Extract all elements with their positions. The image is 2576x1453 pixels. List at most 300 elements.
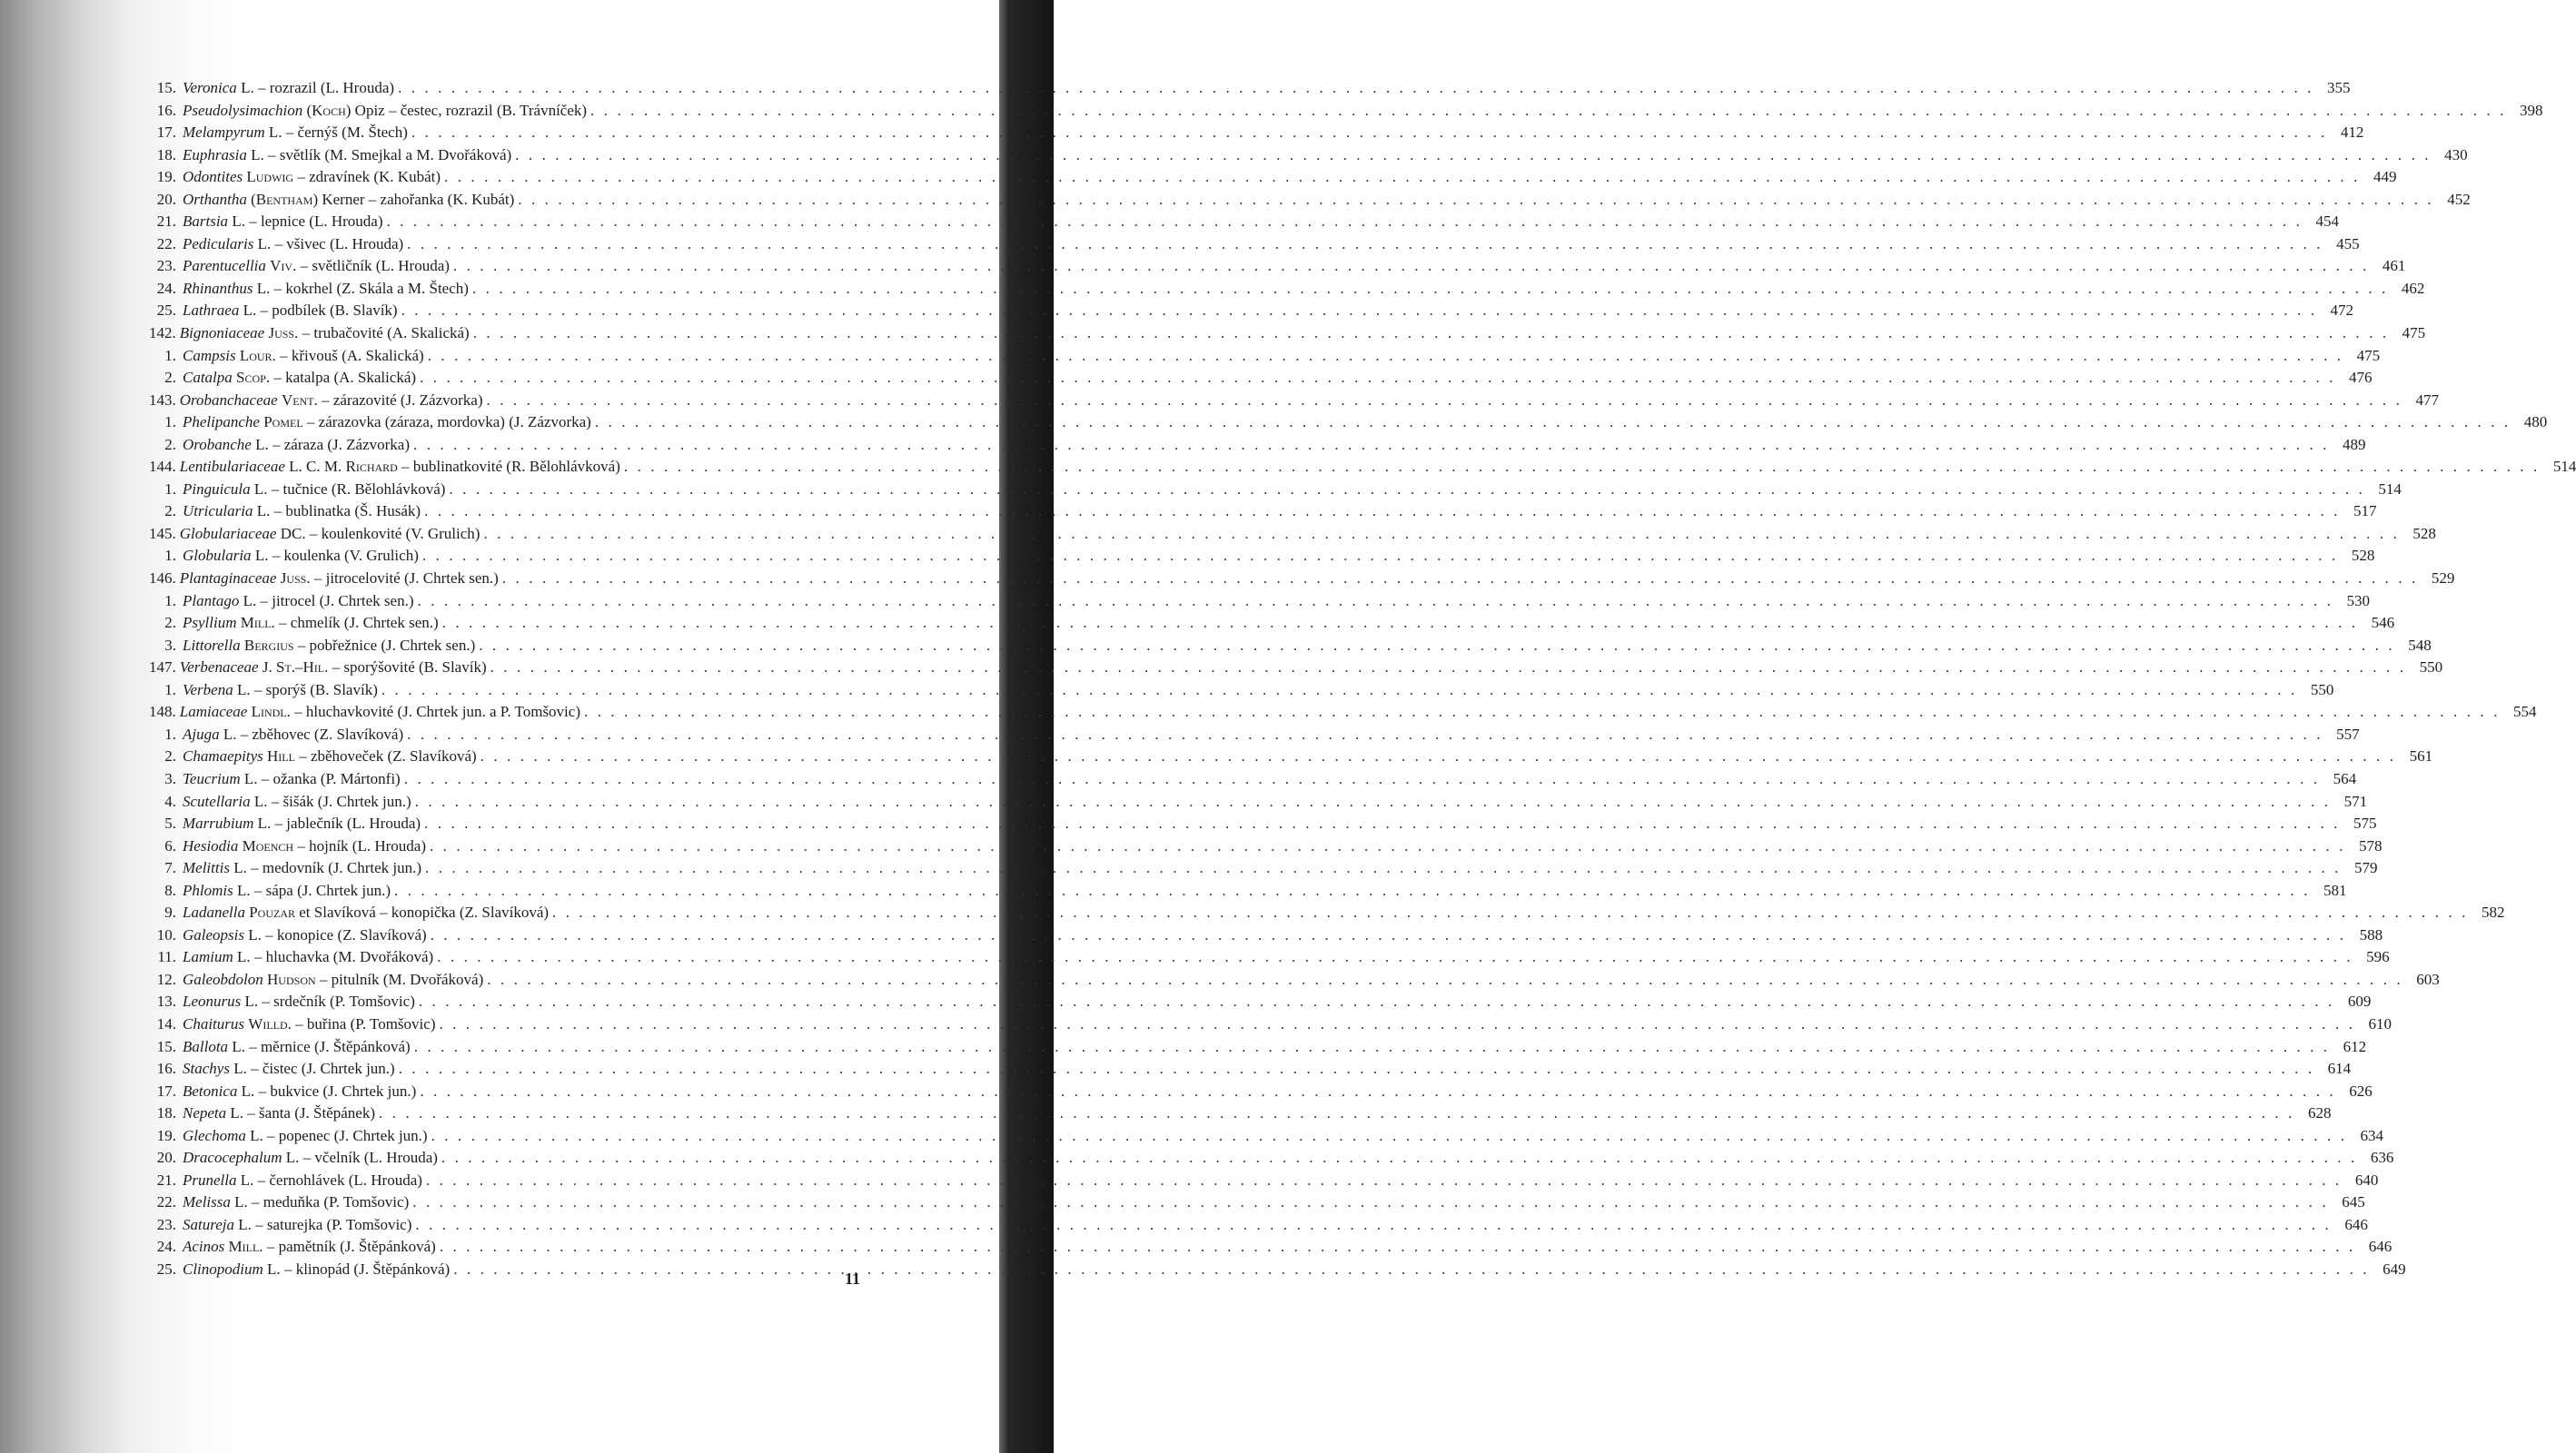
toc-family-row — [149, 456, 2576, 479]
toc-genus-row — [149, 100, 2543, 123]
author-plain: L. — [245, 1126, 263, 1144]
entry-text — [183, 1259, 450, 1281]
entry-description: – hluchavkovité (J. Chrtek jun. a P. Tomšovic) — [290, 703, 580, 721]
entry-text — [183, 77, 394, 100]
entry-text — [183, 500, 421, 523]
author-small-caps: Bergius — [243, 636, 294, 654]
entry-text — [183, 1013, 435, 1036]
author-plain: L. — [282, 1149, 300, 1167]
taxon-name: Littorella — [183, 636, 241, 654]
entry-body — [183, 924, 2383, 947]
entry-description: ) Kerner – zahořanka (K. Kubát) — [312, 190, 515, 208]
toc-family-row — [149, 390, 2439, 412]
page-reference: 480 — [2523, 413, 2548, 431]
toc-genus-row — [149, 1125, 2384, 1148]
entry-body — [180, 701, 2537, 724]
dot-leader — [422, 545, 2338, 568]
toc-genus-row — [149, 1058, 2352, 1081]
entry-number: 9. — [164, 904, 176, 922]
author-plain: L. — [233, 680, 251, 698]
page-reference: 462 — [2401, 279, 2425, 297]
page-reference: 646 — [2368, 1238, 2393, 1256]
page-reference: 579 — [2353, 859, 2378, 877]
entry-body — [183, 1191, 2365, 1214]
entry-description: – kokrhel (Z. Skála a M. Štech) — [270, 279, 469, 297]
entry-description: – meduňka (P. Tomšovic) — [247, 1193, 410, 1211]
page-reference: 581 — [2323, 881, 2347, 899]
entry-body — [183, 100, 2543, 123]
author-small-caps: Juss. — [280, 569, 311, 588]
taxon-name: Orthantha — [183, 190, 247, 208]
entry-text — [183, 278, 469, 301]
taxon-name: Globularia — [183, 547, 252, 565]
dot-leader — [481, 746, 2396, 768]
toc-genus-row — [149, 300, 2354, 322]
entry-number: 20. — [156, 1149, 176, 1167]
entry-number: 17. — [156, 1082, 176, 1100]
table-of-contents — [149, 77, 2576, 1281]
page-reference: 554 — [2512, 703, 2537, 721]
author-small-caps: Mill. — [240, 614, 275, 632]
author-small-caps: St.–Hil. — [275, 658, 329, 677]
toc-genus-row — [149, 1191, 2365, 1214]
taxon-name: Bartsia — [183, 213, 229, 231]
toc-genus-row — [149, 1013, 2392, 1036]
toc-family-row — [149, 657, 2443, 679]
entry-number: 2. — [164, 369, 176, 387]
entry-text — [183, 144, 511, 167]
entry-body — [183, 545, 2375, 568]
page-reference: 603 — [2416, 970, 2440, 988]
entry-body — [183, 233, 2360, 256]
entry-description: – šanta (J. Štěpánek) — [243, 1104, 375, 1122]
toc-genus-row — [149, 367, 2373, 390]
toc-genus-row — [149, 189, 2471, 212]
entry-body — [183, 813, 2377, 835]
taxon-name: Hesiodia — [183, 836, 239, 855]
entry-body — [183, 880, 2347, 903]
entry-text — [183, 122, 408, 144]
taxon-name: Lamium — [183, 948, 233, 966]
author-plain: L. — [241, 993, 259, 1011]
entry-description: – černýš (M. Štech) — [282, 124, 408, 142]
toc-genus-row — [149, 1236, 2393, 1259]
page-reference: 628 — [2307, 1104, 2332, 1122]
entry-text — [180, 390, 483, 412]
entry-text — [183, 1147, 438, 1170]
toc-genus-row — [149, 545, 2375, 568]
entry-description: – buřina (P. Tomšovic) — [291, 1014, 436, 1033]
taxon-name: Verbenaceae — [179, 658, 259, 677]
author-small-caps: Richard — [345, 458, 398, 476]
entry-description: et Slavíková – konopička (Z. Slavíková) — [295, 904, 550, 922]
author-plain: L. — [253, 234, 272, 252]
author-plain: L. — [264, 124, 282, 142]
dot-leader — [426, 1170, 2342, 1192]
entry-body — [180, 523, 2436, 546]
entry-description: – katalpa (A. Skalická) — [270, 369, 417, 387]
entry-description: – klinopád (J. Štěpánková) — [280, 1260, 451, 1278]
page-reference: 636 — [2370, 1149, 2394, 1167]
entry-description: – koulenka (V. Grulich) — [268, 547, 419, 565]
toc-genus-row — [149, 590, 2370, 613]
dot-leader — [425, 857, 2341, 880]
entry-description: – podbílek (B. Slavík) — [256, 301, 398, 320]
entry-number: 1. — [164, 680, 176, 698]
entry-description: – pamětník (J. Štěpánková) — [263, 1238, 436, 1256]
entry-description: – zběhovec (Z. Slavíková) — [236, 725, 404, 743]
taxon-name: Catalpa — [183, 369, 233, 387]
entry-body — [183, 612, 2395, 635]
page-reference: 550 — [2310, 680, 2334, 698]
entry-description: – zárazovka (záraza, mordovka) (J. Zázvorka) — [302, 413, 591, 431]
author-plain: L. — [251, 547, 269, 565]
page-reference: 634 — [2360, 1126, 2384, 1144]
author-small-caps: Scop. — [236, 369, 271, 387]
toc-genus-row — [149, 1102, 2332, 1125]
author-plain: ( — [302, 101, 312, 119]
taxon-name: Plantaginaceae — [179, 569, 277, 588]
entry-body — [183, 479, 2402, 501]
author-small-caps: Bentham — [255, 190, 313, 208]
entry-text — [183, 791, 411, 814]
entry-description: – pobřežnice (J. Chrtek sen.) — [293, 636, 476, 654]
toc-genus-row — [149, 122, 2364, 144]
entry-body — [183, 1236, 2393, 1259]
entry-description: – koulenkovité (V. Grulich) — [305, 524, 481, 542]
taxon-name: Leonurus — [183, 993, 242, 1011]
toc-genus-row — [149, 255, 2406, 278]
entry-number: 1. — [164, 547, 176, 565]
entry-text — [183, 100, 587, 123]
taxon-name: Betonica — [183, 1082, 238, 1100]
dot-leader — [590, 100, 2506, 123]
taxon-name: Orobanche — [183, 435, 252, 453]
dot-leader — [418, 590, 2333, 613]
entry-number: 142. — [149, 324, 176, 342]
page-reference: 430 — [2444, 145, 2468, 163]
dot-leader — [439, 1013, 2354, 1036]
toc-genus-row — [149, 969, 2440, 992]
taxon-name: Melissa — [183, 1193, 231, 1211]
entry-text — [183, 590, 414, 613]
taxon-name: Scutellaria — [183, 792, 251, 810]
dot-leader — [419, 991, 2334, 1013]
toc-genus-row — [149, 746, 2433, 768]
page-reference: 561 — [2409, 747, 2433, 766]
entry-description: – lepnice (L. Hrouda) — [244, 213, 383, 231]
author-plain: L. — [251, 435, 269, 453]
dot-leader — [404, 768, 2320, 791]
dot-leader — [407, 724, 2323, 746]
dot-leader — [518, 189, 2433, 212]
dot-leader — [381, 679, 2297, 702]
dot-leader — [449, 479, 2364, 501]
entry-body — [183, 857, 2378, 880]
entry-number: 11. — [157, 948, 176, 966]
entry-body — [183, 166, 2397, 189]
author-small-caps: Koch — [312, 101, 346, 119]
entry-description: – medovník (J. Chrtek jun.) — [246, 859, 422, 877]
author-plain: J. — [258, 658, 276, 677]
entry-body — [183, 345, 2381, 368]
entry-text — [183, 835, 426, 858]
taxon-name: Odontites — [183, 168, 243, 186]
taxon-name: Pseudolysimachion — [183, 101, 303, 119]
entry-number: 7. — [164, 859, 176, 877]
entry-body — [183, 500, 2377, 523]
toc-genus-row — [149, 635, 2432, 657]
author-plain: L. — [237, 1082, 255, 1100]
entry-description: – šišák (J. Chrtek jun.) — [267, 792, 411, 810]
taxon-name: Globulariaceae — [179, 524, 277, 542]
toc-genus-row — [149, 278, 2425, 301]
taxon-name: Lathraea — [183, 301, 240, 320]
entry-number: 24. — [156, 279, 176, 297]
entry-text — [183, 434, 410, 457]
entry-body — [183, 724, 2360, 746]
author-plain: L. C. M. — [284, 458, 346, 476]
entry-description: – zběhoveček (Z. Slavíková) — [294, 747, 477, 766]
author-small-caps: Vent. — [281, 390, 318, 409]
entry-description: – popenec (J. Chrtek jun.) — [263, 1126, 428, 1144]
taxon-name: Melittis — [183, 859, 230, 877]
entry-text — [183, 924, 427, 947]
page-number: 11 — [845, 1270, 861, 1288]
dot-leader — [502, 568, 2418, 590]
entry-number: 1. — [164, 479, 176, 498]
entry-description: – hluchavka (M. Dvořáková) — [250, 948, 434, 966]
entry-body — [183, 77, 2351, 100]
entry-text — [183, 545, 419, 568]
dot-leader — [479, 635, 2394, 657]
taxon-name: Clinopodium — [183, 1260, 263, 1278]
author-plain: L. — [230, 1193, 248, 1211]
author-plain: L. — [250, 792, 268, 810]
taxon-name: Psyllium — [183, 614, 237, 632]
toc-family-row — [149, 523, 2436, 546]
taxon-name: Acinos — [183, 1238, 225, 1256]
page-reference: 489 — [2342, 435, 2366, 453]
entry-number: 23. — [156, 257, 176, 275]
entry-body — [183, 902, 2505, 924]
taxon-name: Dracocephalum — [183, 1149, 282, 1167]
entry-text — [183, 768, 401, 791]
author-plain: L. — [239, 301, 257, 320]
dot-leader — [453, 1259, 2369, 1281]
author-plain: ( — [246, 190, 256, 208]
entry-number: 25. — [156, 1260, 176, 1278]
taxon-name: Bignoniaceae — [179, 324, 265, 342]
entry-description: – saturejka (P. Tomšovic) — [251, 1215, 412, 1233]
entry-description: – trubačovité (A. Skalická) — [298, 324, 470, 342]
page-reference: 514 — [2378, 479, 2402, 498]
page-reference: 596 — [2366, 948, 2390, 966]
page-reference: 398 — [2520, 101, 2543, 119]
page-reference: 640 — [2354, 1171, 2379, 1189]
entry-number: 144. — [149, 458, 176, 476]
entry-body — [183, 1058, 2352, 1081]
entry-text — [183, 233, 403, 256]
entry-number: 3. — [164, 636, 176, 654]
toc-family-row — [149, 322, 2426, 345]
taxon-name: Ballota — [183, 1037, 229, 1055]
entry-body — [180, 322, 2425, 345]
entry-number: 21. — [156, 213, 176, 231]
entry-description: – včelník (L. Hrouda) — [299, 1149, 438, 1167]
entry-number: 8. — [164, 881, 176, 899]
entry-description: – sápa (J. Chrtek jun.) — [250, 881, 391, 899]
page-reference: 614 — [2327, 1060, 2352, 1078]
taxon-name: Satureja — [183, 1215, 234, 1233]
dot-leader — [552, 902, 2468, 924]
entry-description: – čistec (J. Chrtek jun.) — [246, 1060, 395, 1078]
entry-number: 22. — [156, 234, 176, 252]
toc-genus-row — [149, 924, 2383, 947]
author-small-caps: Lour. — [239, 346, 276, 364]
entry-text — [183, 367, 416, 390]
entry-description: – křivouš (A. Skalická) — [275, 346, 424, 364]
toc-genus-row — [149, 991, 2372, 1013]
entry-text — [183, 946, 433, 969]
author-plain: L. — [253, 279, 271, 297]
page-reference: 645 — [2342, 1193, 2365, 1211]
page-reference: 475 — [2356, 346, 2381, 364]
page-reference: 475 — [2402, 324, 2426, 342]
toc-genus-row — [149, 946, 2390, 969]
entry-body — [180, 568, 2455, 590]
author-plain: L. — [236, 1171, 254, 1189]
taxon-name: Pedicularis — [183, 234, 254, 252]
toc-genus-row — [149, 1214, 2368, 1237]
toc-genus-row — [149, 1036, 2367, 1059]
taxon-name: Campsis — [183, 346, 236, 364]
entry-number: 12. — [156, 970, 176, 988]
page-reference: 472 — [2330, 301, 2354, 320]
taxon-name: Plantago — [183, 591, 240, 609]
entry-description: – bublinatka (Š. Husák) — [270, 502, 421, 520]
entry-description: – konopice (Z. Slavíková) — [261, 925, 427, 944]
taxon-name: Euphrasia — [183, 145, 247, 163]
page-reference: 557 — [2336, 725, 2360, 743]
page-reference: 452 — [2447, 190, 2471, 208]
author-plain: L. — [244, 925, 262, 944]
taxon-name: Utricularia — [183, 502, 253, 520]
toc-genus-row — [149, 1081, 2373, 1103]
taxon-name: Stachys — [183, 1060, 230, 1078]
entry-number: 146. — [149, 569, 176, 588]
entry-body — [183, 835, 2383, 858]
entry-description: – zárazovité (J. Zázvorka) — [317, 390, 483, 409]
entry-body — [183, 278, 2425, 301]
page-reference: 610 — [2368, 1014, 2392, 1033]
author-plain: L. — [228, 1037, 245, 1055]
toc-genus-row — [149, 679, 2334, 702]
entry-body — [183, 255, 2406, 278]
taxon-name: Phelipanche — [183, 413, 260, 431]
author-small-caps: Lindl. — [251, 703, 291, 721]
entry-body — [183, 1102, 2332, 1125]
entry-text — [183, 1236, 436, 1259]
page-reference: 477 — [2415, 390, 2439, 409]
entry-number: 2. — [164, 614, 176, 632]
dot-leader — [399, 1058, 2314, 1081]
dot-leader — [515, 144, 2431, 167]
entry-number: 19. — [156, 168, 176, 186]
page-reference: 514 — [2552, 458, 2576, 476]
toc-genus-row — [149, 1147, 2394, 1170]
entry-number: 5. — [164, 815, 176, 833]
taxon-name: Chamaepitys — [183, 747, 263, 766]
entry-text — [183, 724, 403, 746]
entry-number: 4. — [164, 792, 176, 810]
entry-description: – černohlávek (L. Hrouda) — [253, 1171, 422, 1189]
page-reference: 564 — [2333, 769, 2357, 787]
taxon-name: Phlomis — [183, 881, 233, 899]
dot-leader — [420, 1081, 2335, 1103]
dot-leader — [437, 946, 2353, 969]
entry-text — [183, 211, 382, 233]
page-reference: 355 — [2327, 79, 2351, 96]
entry-description: – záraza (J. Zázvorka) — [268, 435, 411, 453]
entry-body — [183, 1147, 2394, 1170]
toc-genus-row — [149, 500, 2377, 523]
toc-genus-row — [149, 724, 2360, 746]
entry-number: 16. — [156, 1060, 176, 1078]
entry-body — [180, 657, 2442, 679]
dot-leader — [473, 322, 2389, 345]
entry-text — [183, 300, 398, 322]
entry-number: 24. — [156, 1238, 176, 1256]
page-reference: 588 — [2359, 925, 2383, 944]
entry-number: 1. — [164, 591, 176, 609]
dot-leader — [420, 367, 2335, 390]
entry-description: – sporýšovité (B. Slavík) — [328, 658, 487, 677]
entry-number: 18. — [156, 145, 176, 163]
entry-description: – bublinatkovité (R. Bělohlávková) — [397, 458, 620, 476]
toc-genus-row — [149, 768, 2357, 791]
entry-text — [183, 166, 441, 189]
entry-description: ) Opiz – čestec, rozrazil (B. Trávníček) — [345, 101, 588, 119]
entry-number: 143. — [149, 390, 176, 409]
toc-genus-row — [149, 144, 2468, 167]
toc-genus-row — [149, 857, 2378, 880]
entry-text — [183, 1214, 411, 1237]
author-plain: L. — [246, 145, 264, 163]
dot-leader — [413, 434, 2329, 457]
entry-description: – jitrocel (J. Chrtek sen.) — [256, 591, 414, 609]
author-plain: L. — [263, 1260, 281, 1278]
taxon-name: Veronica — [183, 79, 237, 96]
entry-description: – jitrocelovité (J. Chrtek sen.) — [310, 569, 499, 588]
entry-body — [180, 456, 2576, 479]
entry-text — [180, 456, 620, 479]
page-reference: 449 — [2373, 168, 2397, 186]
dot-leader — [428, 345, 2343, 368]
entry-description: – srdečník (P. Tomšovic) — [258, 993, 415, 1011]
entry-body — [183, 1081, 2373, 1103]
page-reference: 612 — [2343, 1037, 2367, 1055]
dot-leader — [431, 1125, 2347, 1148]
entry-text — [183, 746, 477, 768]
entry-description: – měrnice (J. Štěpánková) — [244, 1037, 411, 1055]
entry-number: 19. — [156, 1126, 176, 1144]
entry-number: 16. — [156, 101, 176, 119]
entry-number: 1. — [164, 413, 176, 431]
entry-number: 6. — [164, 836, 176, 855]
toc-genus-row — [149, 411, 2548, 434]
entry-body — [183, 635, 2432, 657]
